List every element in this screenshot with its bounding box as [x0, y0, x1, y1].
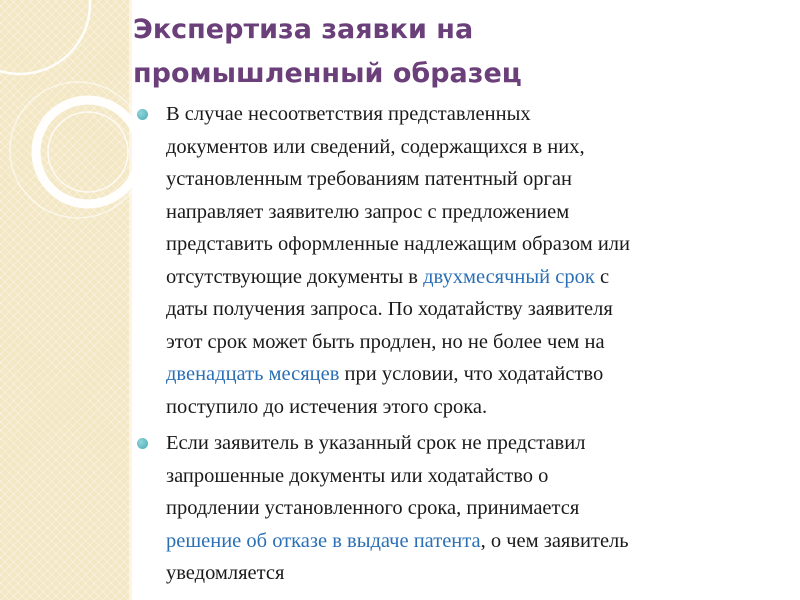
text-line: представить оформленные надлежащим образом или: [166, 233, 631, 255]
text-line: уведомляется: [166, 562, 285, 584]
decorative-ring-large: [36, 100, 132, 204]
decorative-ring-inner: [48, 112, 128, 192]
bullet-dot-icon: [137, 438, 148, 449]
text-line: В случае несоответствия представленных: [166, 103, 531, 125]
text-line: направляет заявителю запрос с предложением: [166, 200, 570, 223]
highlight-twelve-months: двенадцать месяцев: [166, 363, 340, 385]
text-line: документов или сведений, содержащихся в них,: [166, 135, 585, 158]
text-line: поступило до истечения этого срока.: [166, 395, 488, 418]
text-line: решение об отказе в выдаче патента, о чем заявитель: [166, 529, 629, 552]
decorative-circle-top: [0, 0, 90, 74]
text-line: Если заявитель в указанный срок не представил: [166, 432, 586, 454]
highlight-two-month-term: двухмесячный срок: [423, 265, 595, 288]
text-line: отсутствующие документы в двухмесячный срок с: [166, 265, 610, 288]
slide-title-line-2: промышленный образец: [133, 58, 522, 89]
text-line: этот срок может быть продлен, но не более чем на: [166, 330, 605, 353]
decorative-circles-graphic: [0, 0, 132, 600]
text-line: установленным требованиям патентный орган: [166, 168, 572, 190]
slide-title-line-1: Экспертиза заявки на: [133, 14, 474, 45]
bullet-item-2: [133, 427, 783, 590]
bullet-list: [133, 98, 783, 594]
bullet-item-1: [133, 98, 783, 423]
highlight-refusal-decision: решение об отказе в выдаче патента: [166, 529, 481, 552]
text-line: запрошенные документы или ходатайство о: [166, 464, 549, 487]
text-line: даты получения запроса. По ходатайству заявителя: [166, 298, 613, 320]
text-line: двенадцать месяцев при условии, что ходатайство: [166, 363, 604, 385]
bullet-dot-icon: [137, 109, 148, 120]
text-line: продлении установленного срока, принимается: [166, 497, 580, 519]
slide-title: [133, 8, 773, 96]
